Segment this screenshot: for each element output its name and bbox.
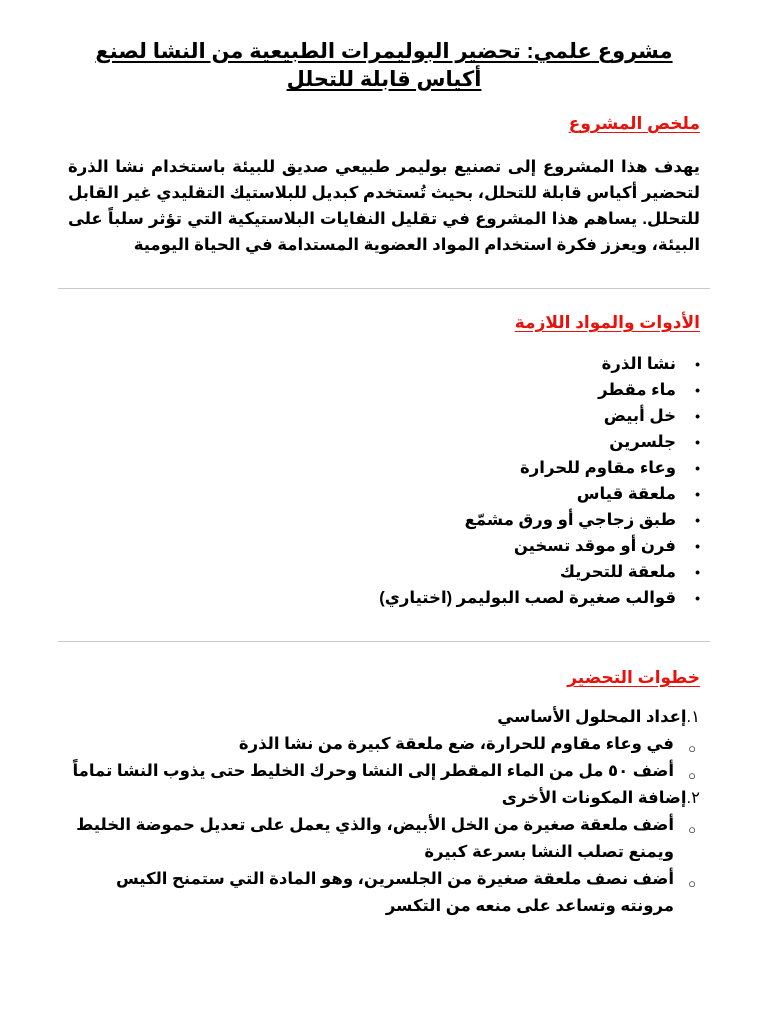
summary-paragraph: يهدف هذا المشروع إلى تصنيع بوليمر طبيعي صديق للبيئة باستخدام نشا الذرة لتحضير أكياس قابلة للتحلل، بحيث تُستخدم كبديل للبلاستيك التقليدي غير القابل للتحلل. يساهم هذا المشروع في تقليل النفايات البلاستيكية التي تؤثر سلباً على البيئة، ويعزز فكرة استخدام المواد العضوية المستدامة في الحياة اليومية [68, 158, 700, 254]
substep-item: ○ أضف نصف ملعقة صغيرة من الجلسرين، وهو المادة التي ستمنح الكيس مرونته وتساعد على منعه من التكسر [115, 870, 696, 915]
substep-item: ○ أضف ملعقة صغيرة من الخل الأبيض، والذي يعمل على تعديل حموضة الخليط ويمنع تصلب النشا بسرعة كبيرة [76, 816, 696, 861]
list-item: • خل أبيض [68, 403, 700, 429]
bullet-icon: • [695, 512, 700, 528]
step-item [68, 785, 700, 920]
substep-item: ○ في وعاء مقاوم للحرارة، ضع ملعقة كبيرة من نشا الذرة [68, 731, 700, 758]
circle-bullet-icon: ○ [688, 768, 696, 783]
step-item [68, 704, 700, 785]
list-item: • ملعقة قياس [68, 481, 700, 507]
tools-heading: الأدوات والمواد اللازمة [514, 313, 700, 332]
document-title: مشروع علمي: تحضير البوليمرات الطبيعية من النشا لصنع أكياس قابلة للتحلل [95, 40, 673, 91]
bullet-icon: • [695, 434, 700, 450]
circle-bullet-icon: ○ [688, 741, 696, 756]
circle-bullet-icon: ○ [688, 876, 696, 891]
list-item: • ماء مقطر [68, 377, 700, 403]
list-item: • جلسرين [68, 429, 700, 455]
step-number: ٢. [686, 789, 700, 807]
step-title: ١.إعداد المحلول الأساسي [497, 708, 700, 726]
bullet-icon: • [695, 564, 700, 580]
steps-heading: خطوات التحضير [567, 668, 700, 687]
list-item: • قوالب صغيرة لصب البوليمر (اختياري) [68, 585, 700, 611]
substeps-list [68, 812, 700, 920]
section-divider [58, 288, 710, 289]
step-number: ١. [686, 708, 700, 726]
bullet-icon: • [695, 590, 700, 606]
bullet-icon: • [695, 408, 700, 424]
substep-item: ○ أضف ٥٠ مل من الماء المقطر إلى النشا وحرك الخليط حتى يذوب النشا تماماً [68, 758, 700, 785]
bullet-icon: • [695, 538, 700, 554]
bullet-icon: • [695, 382, 700, 398]
step-title: ٢.إضافة المكونات الأخرى [501, 789, 700, 807]
circle-bullet-icon: ○ [688, 822, 696, 837]
list-item: • فرن أو موقد تسخين [68, 533, 700, 559]
bullet-icon: • [695, 486, 700, 502]
list-item: • وعاء مقاوم للحرارة [68, 455, 700, 481]
list-item: • ملعقة للتحريك [68, 559, 700, 585]
bullet-icon: • [695, 356, 700, 372]
list-item: • طبق زجاجي أو ورق مشمّع [68, 507, 700, 533]
bullet-icon: • [695, 460, 700, 476]
list-item: • نشا الذرة [68, 351, 700, 377]
summary-heading: ملخص المشروع [568, 114, 700, 133]
substeps-list [68, 731, 700, 785]
tools-list [68, 351, 700, 611]
section-divider [58, 641, 710, 642]
steps-list [68, 704, 700, 920]
